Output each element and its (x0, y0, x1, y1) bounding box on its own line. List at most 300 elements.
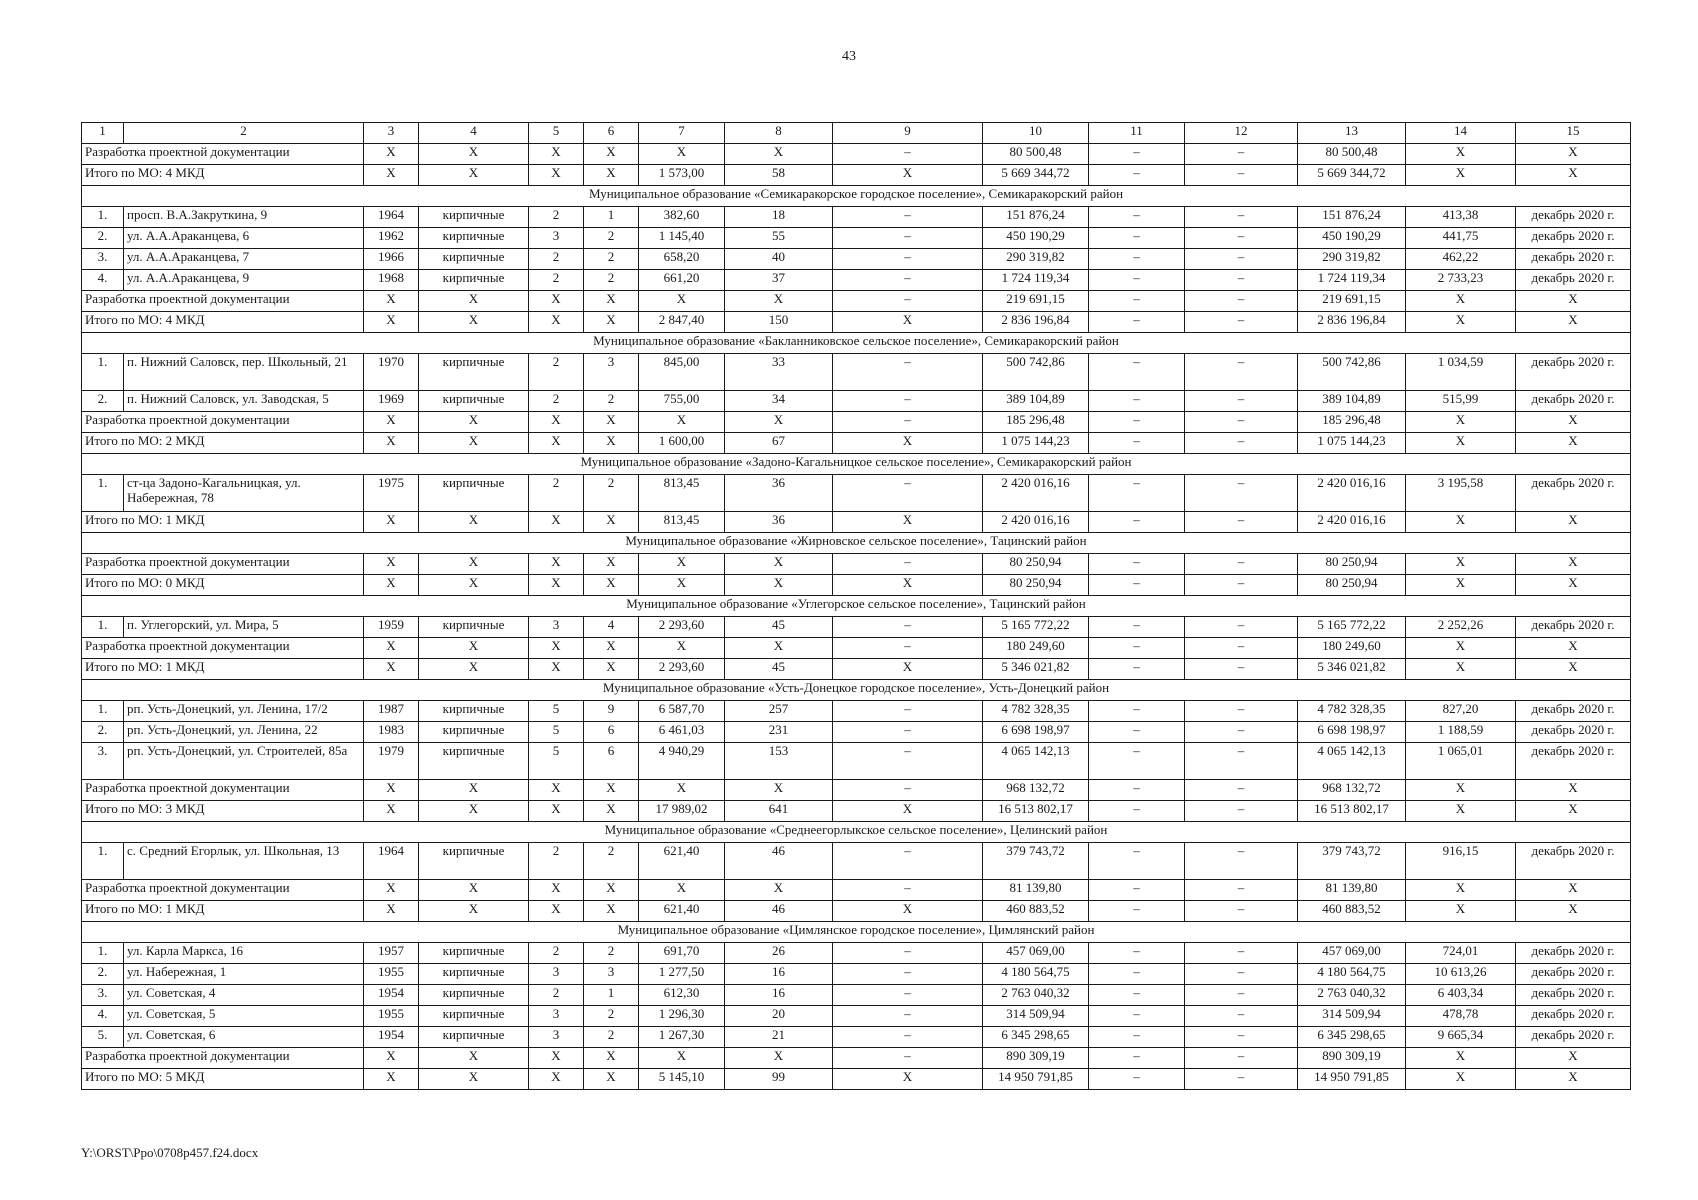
table-cell: – (833, 964, 983, 985)
table-cell: 4 180 564,75 (1298, 964, 1406, 985)
table-cell: X (364, 1069, 419, 1090)
address-cell: рп. Усть-Донецкий, ул. Ленина, 17/2 (124, 701, 364, 722)
table-cell: 457 069,00 (1298, 943, 1406, 964)
table-cell: – (1089, 228, 1185, 249)
table-cell: 5 145,10 (639, 1069, 725, 1090)
row-number-cell: 1. (82, 354, 124, 391)
table-cell: – (1089, 1027, 1185, 1048)
column-header: 5 (529, 123, 584, 144)
table-cell: 5 (529, 743, 584, 780)
table-cell: X (584, 801, 639, 822)
summary-label: Итого по МО: 4 МКД (82, 312, 364, 333)
table-cell: 441,75 (1406, 228, 1516, 249)
table-cell: 2 (584, 475, 639, 512)
table-cell: 16 (725, 985, 833, 1006)
table-cell: X (584, 165, 639, 186)
table-cell: X (529, 554, 584, 575)
table-cell: 314 509,94 (1298, 1006, 1406, 1027)
table-cell: 612,30 (639, 985, 725, 1006)
table-cell: декабрь 2020 г. (1516, 354, 1631, 391)
table-cell: 968 132,72 (1298, 780, 1406, 801)
address-cell: рп. Усть-Донецкий, ул. Строителей, 85а (124, 743, 364, 780)
table-cell: 661,20 (639, 270, 725, 291)
table-row (82, 354, 1631, 391)
summary-row (82, 291, 1631, 312)
table-cell: 290 319,82 (1298, 249, 1406, 270)
table-cell: – (833, 1006, 983, 1027)
table-cell: – (833, 554, 983, 575)
table-cell: 5 165 772,22 (1298, 617, 1406, 638)
table-cell: 2 420 016,16 (1298, 475, 1406, 512)
table-cell: X (419, 512, 529, 533)
municipality-name: Муниципальное образование «Среднеегорлыкское сельское поселение», Целинский район (82, 822, 1631, 843)
table-cell: – (833, 638, 983, 659)
table-cell: X (1516, 1048, 1631, 1069)
table-cell: 2 847,40 (639, 312, 725, 333)
table-cell: – (1185, 391, 1298, 412)
table-cell: кирпичные (419, 985, 529, 1006)
table-cell: 968 132,72 (983, 780, 1089, 801)
table-row (82, 701, 1631, 722)
table-cell: X (725, 1048, 833, 1069)
table-cell: X (364, 512, 419, 533)
table-cell: 1957 (364, 943, 419, 964)
municipality-name: Муниципальное образование «Углегорское сельское поселение», Тацинский район (82, 596, 1631, 617)
table-cell: X (1406, 575, 1516, 596)
table-cell: – (1185, 780, 1298, 801)
table-cell: 6 698 198,97 (983, 722, 1089, 743)
table-cell: X (725, 554, 833, 575)
table-cell: X (1516, 880, 1631, 901)
summary-label: Разработка проектной документации (82, 291, 364, 312)
table-cell: 813,45 (639, 512, 725, 533)
table-cell: 460 883,52 (1298, 901, 1406, 922)
table-cell: – (1185, 901, 1298, 922)
table-cell: X (364, 433, 419, 454)
table-cell: X (725, 412, 833, 433)
table-cell: X (1516, 801, 1631, 822)
table-cell: 457 069,00 (983, 943, 1089, 964)
table-cell: 5 669 344,72 (983, 165, 1089, 186)
table-cell: 5 346 021,82 (983, 659, 1089, 680)
table-cell: 5 (529, 701, 584, 722)
table-cell: 3 (584, 354, 639, 391)
summary-label: Разработка проектной документации (82, 144, 364, 165)
table-cell: 2 (529, 354, 584, 391)
table-cell: – (833, 412, 983, 433)
table-row (82, 722, 1631, 743)
column-number-row (82, 123, 1631, 144)
table-cell: – (1089, 165, 1185, 186)
table-cell: X (364, 1048, 419, 1069)
table-cell: – (1185, 880, 1298, 901)
table-cell: 1 296,30 (639, 1006, 725, 1027)
table-row (82, 1027, 1631, 1048)
table-cell: X (419, 291, 529, 312)
table-cell: – (1185, 1048, 1298, 1069)
table-row (82, 617, 1631, 638)
table-cell: 3 (529, 1006, 584, 1027)
row-number-cell: 4. (82, 270, 124, 291)
table-cell: декабрь 2020 г. (1516, 985, 1631, 1006)
column-header: 10 (983, 123, 1089, 144)
table-cell: 2 293,60 (639, 617, 725, 638)
table-cell: X (1516, 412, 1631, 433)
table-cell: X (584, 412, 639, 433)
table-cell: 6 (584, 722, 639, 743)
table-cell: X (419, 659, 529, 680)
table-cell: 80 250,94 (983, 554, 1089, 575)
table-cell: 1983 (364, 722, 419, 743)
table-cell: 26 (725, 943, 833, 964)
municipality-name: Муниципальное образование «Задоно-Кагальницкое сельское поселение», Семикаракорский район (82, 454, 1631, 475)
table-cell: 2 252,26 (1406, 617, 1516, 638)
table-cell: – (1185, 743, 1298, 780)
table-cell: X (639, 575, 725, 596)
table-cell: кирпичные (419, 964, 529, 985)
table-cell: – (1185, 638, 1298, 659)
table-cell: 5 165 772,22 (983, 617, 1089, 638)
table-cell: 3 (529, 617, 584, 638)
table-cell: 1959 (364, 617, 419, 638)
table-cell: 2 763 040,32 (1298, 985, 1406, 1006)
table-cell: 2 (584, 1027, 639, 1048)
table-cell: X (419, 433, 529, 454)
table-cell: – (833, 722, 983, 743)
summary-row (82, 144, 1631, 165)
table-cell: 3 (529, 1027, 584, 1048)
row-number-cell: 4. (82, 1006, 124, 1027)
table-cell: 2 (584, 1006, 639, 1027)
table-cell: 2 (584, 943, 639, 964)
table-cell: декабрь 2020 г. (1516, 722, 1631, 743)
table-cell: X (364, 575, 419, 596)
table-cell: X (529, 575, 584, 596)
address-cell: п. Углегорский, ул. Мира, 5 (124, 617, 364, 638)
table-cell: – (1185, 1069, 1298, 1090)
table-cell: 99 (725, 1069, 833, 1090)
table-cell: 2 (584, 391, 639, 412)
column-header: 4 (419, 123, 529, 144)
table-cell: 180 249,60 (983, 638, 1089, 659)
summary-row (82, 575, 1631, 596)
table-cell: 1970 (364, 354, 419, 391)
table-cell: 1966 (364, 249, 419, 270)
table-cell: – (1089, 475, 1185, 512)
address-cell: ул. Советская, 6 (124, 1027, 364, 1048)
table-cell: 2 420 016,16 (983, 512, 1089, 533)
table-cell: кирпичные (419, 228, 529, 249)
table-cell: 46 (725, 901, 833, 922)
row-number-cell: 3. (82, 985, 124, 1006)
table-cell: X (1516, 512, 1631, 533)
table-cell: X (639, 291, 725, 312)
table-cell: 379 743,72 (983, 843, 1089, 880)
table-cell: 36 (725, 512, 833, 533)
summary-label: Итого по МО: 0 МКД (82, 575, 364, 596)
table-cell: 1 075 144,23 (1298, 433, 1406, 454)
table-cell: – (1089, 354, 1185, 391)
table-cell: 219 691,15 (1298, 291, 1406, 312)
table-cell: 6 461,03 (639, 722, 725, 743)
table-cell: 6 587,70 (639, 701, 725, 722)
table-cell: 219 691,15 (983, 291, 1089, 312)
table-cell: 3 (584, 964, 639, 985)
table-cell: – (1185, 412, 1298, 433)
table-cell: – (1089, 901, 1185, 922)
table-cell: X (725, 880, 833, 901)
table-cell: X (639, 144, 725, 165)
summary-label: Итого по МО: 1 МКД (82, 659, 364, 680)
table-cell: – (1089, 554, 1185, 575)
address-cell: ул. А.А.Араканцева, 9 (124, 270, 364, 291)
table-cell: X (1406, 165, 1516, 186)
summary-row (82, 901, 1631, 922)
table-cell: X (584, 312, 639, 333)
table-cell: X (529, 412, 584, 433)
table-cell: 80 500,48 (1298, 144, 1406, 165)
municipality-section-row (82, 680, 1631, 701)
address-cell: рп. Усть-Донецкий, ул. Ленина, 22 (124, 722, 364, 743)
table-cell: кирпичные (419, 249, 529, 270)
table-cell: – (1185, 701, 1298, 722)
summary-row (82, 1048, 1631, 1069)
table-cell: X (529, 659, 584, 680)
table-cell: X (1406, 554, 1516, 575)
table-cell: X (833, 575, 983, 596)
table-cell: X (1516, 1069, 1631, 1090)
address-cell: с. Средний Егорлык, ул. Школьная, 13 (124, 843, 364, 880)
table-cell: X (725, 575, 833, 596)
table-cell: 45 (725, 659, 833, 680)
table-cell: X (639, 1048, 725, 1069)
table-cell: 1969 (364, 391, 419, 412)
row-number-cell: 1. (82, 475, 124, 512)
table-cell: X (1406, 291, 1516, 312)
table-cell: – (1089, 291, 1185, 312)
table-cell: X (833, 512, 983, 533)
table-cell: 16 (725, 964, 833, 985)
table-cell: X (584, 433, 639, 454)
table-cell: 621,40 (639, 843, 725, 880)
page-number: 43 (842, 49, 856, 64)
table-cell: – (833, 843, 983, 880)
table-cell: – (833, 270, 983, 291)
table-cell: 916,15 (1406, 843, 1516, 880)
table-cell: X (364, 144, 419, 165)
table-cell: 450 190,29 (1298, 228, 1406, 249)
table-cell: X (529, 638, 584, 659)
table-cell: – (1089, 1069, 1185, 1090)
column-header: 9 (833, 123, 983, 144)
column-header: 11 (1089, 123, 1185, 144)
summary-row (82, 512, 1631, 533)
table-cell: X (1406, 638, 1516, 659)
table-cell: 151 876,24 (1298, 207, 1406, 228)
table-cell: X (529, 1048, 584, 1069)
municipality-name: Муниципальное образование «Жирновское сельское поселение», Тацинский район (82, 533, 1631, 554)
table-cell: 67 (725, 433, 833, 454)
table-cell: 2 (584, 270, 639, 291)
table-cell: X (639, 638, 725, 659)
table-cell: 314 509,94 (983, 1006, 1089, 1027)
table-cell: – (833, 1027, 983, 1048)
table-cell: – (1089, 312, 1185, 333)
table-cell: – (1185, 617, 1298, 638)
table-cell: – (833, 985, 983, 1006)
table-cell: декабрь 2020 г. (1516, 1027, 1631, 1048)
table-cell: кирпичные (419, 743, 529, 780)
table-cell: – (1089, 843, 1185, 880)
row-number-cell: 3. (82, 249, 124, 270)
table-cell: – (1185, 1006, 1298, 1027)
municipality-section-row (82, 822, 1631, 843)
summary-row (82, 659, 1631, 680)
address-cell: ст-ца Задоно-Кагальницкая, ул. Набережная, 78 (124, 475, 364, 512)
table-cell: X (529, 144, 584, 165)
summary-label: Разработка проектной документации (82, 638, 364, 659)
table-cell: X (364, 801, 419, 822)
table-cell: – (1089, 144, 1185, 165)
table-cell: кирпичные (419, 701, 529, 722)
municipality-section-row (82, 533, 1631, 554)
table-cell: 890 309,19 (983, 1048, 1089, 1069)
table-cell: X (833, 165, 983, 186)
table-cell: 1 188,59 (1406, 722, 1516, 743)
municipality-name: Муниципальное образование «Усть-Донецкое городское поселение», Усть-Донецкий район (82, 680, 1631, 701)
table-cell: 500 742,86 (1298, 354, 1406, 391)
table-cell: X (1406, 1048, 1516, 1069)
table-cell: X (364, 901, 419, 922)
table-cell: 5 (529, 722, 584, 743)
table-cell: – (1089, 701, 1185, 722)
table-cell: 6 (584, 743, 639, 780)
table-cell: – (1185, 985, 1298, 1006)
table-cell: X (584, 638, 639, 659)
table-cell: 1962 (364, 228, 419, 249)
summary-row (82, 801, 1631, 822)
table-cell: 4 065 142,13 (1298, 743, 1406, 780)
table-cell: 691,70 (639, 943, 725, 964)
table-cell: X (419, 638, 529, 659)
table-cell: X (364, 780, 419, 801)
table-cell: – (1185, 249, 1298, 270)
table-cell: 33 (725, 354, 833, 391)
table-cell: – (1089, 412, 1185, 433)
row-number-cell: 2. (82, 722, 124, 743)
table-cell: кирпичные (419, 722, 529, 743)
table-cell: 4 782 328,35 (1298, 701, 1406, 722)
table-cell: 16 513 802,17 (983, 801, 1089, 822)
table-cell: X (725, 144, 833, 165)
housing-repair-table (81, 122, 1631, 1090)
summary-row (82, 880, 1631, 901)
table-cell: X (584, 780, 639, 801)
column-header: 14 (1406, 123, 1516, 144)
table-cell: 515,99 (1406, 391, 1516, 412)
table-cell: – (833, 943, 983, 964)
column-header: 2 (124, 123, 364, 144)
table-cell: – (1089, 270, 1185, 291)
table-cell: 890 309,19 (1298, 1048, 1406, 1069)
table-cell: X (725, 780, 833, 801)
table-body (82, 123, 1631, 1090)
table-cell: 18 (725, 207, 833, 228)
summary-label: Разработка проектной документации (82, 412, 364, 433)
table-cell: декабрь 2020 г. (1516, 391, 1631, 412)
table-cell: кирпичные (419, 270, 529, 291)
table-cell: 20 (725, 1006, 833, 1027)
table-cell: 2 (529, 943, 584, 964)
table-cell: – (833, 391, 983, 412)
table-cell: X (1516, 554, 1631, 575)
table-cell: 755,00 (639, 391, 725, 412)
table-cell: – (833, 291, 983, 312)
table-cell: X (584, 575, 639, 596)
table-cell: 2 (529, 391, 584, 412)
table-cell: 813,45 (639, 475, 725, 512)
table-cell: 724,01 (1406, 943, 1516, 964)
row-number-cell: 2. (82, 228, 124, 249)
municipality-section-row (82, 454, 1631, 475)
table-cell: – (1089, 722, 1185, 743)
table-cell: X (584, 901, 639, 922)
table-cell: кирпичные (419, 391, 529, 412)
table-cell: – (1185, 475, 1298, 512)
row-number-cell: 1. (82, 701, 124, 722)
table-cell: – (833, 780, 983, 801)
table-cell: X (529, 1069, 584, 1090)
table-cell: X (529, 512, 584, 533)
table-cell: – (1089, 575, 1185, 596)
table-cell: – (833, 617, 983, 638)
column-header: 1 (82, 123, 124, 144)
table-cell: 36 (725, 475, 833, 512)
municipality-name: Муниципальное образование «Семикаракорское городское поселение», Семикаракорский район (82, 186, 1631, 207)
table-cell: декабрь 2020 г. (1516, 743, 1631, 780)
table-cell: 180 249,60 (1298, 638, 1406, 659)
table-row (82, 228, 1631, 249)
table-cell: – (1089, 512, 1185, 533)
table-cell: X (529, 312, 584, 333)
table-cell: 389 104,89 (1298, 391, 1406, 412)
table-cell: 2 (584, 228, 639, 249)
table-cell: X (584, 880, 639, 901)
table-cell: X (364, 880, 419, 901)
table-cell: кирпичные (419, 1006, 529, 1027)
table-cell: 81 139,80 (1298, 880, 1406, 901)
table-cell: – (833, 743, 983, 780)
table-cell: – (1089, 659, 1185, 680)
table-cell: кирпичные (419, 354, 529, 391)
table-cell: X (833, 901, 983, 922)
table-cell: 1 267,30 (639, 1027, 725, 1048)
table-cell: 2 (529, 249, 584, 270)
summary-row (82, 433, 1631, 454)
table-cell: декабрь 2020 г. (1516, 1006, 1631, 1027)
table-cell: – (833, 207, 983, 228)
table-cell: – (1089, 985, 1185, 1006)
table-cell: X (364, 554, 419, 575)
table-cell: 1 075 144,23 (983, 433, 1089, 454)
table-cell: X (364, 312, 419, 333)
table-cell: 151 876,24 (983, 207, 1089, 228)
table-cell: 827,20 (1406, 701, 1516, 722)
table-cell: – (1089, 433, 1185, 454)
table-cell: – (1089, 638, 1185, 659)
table-cell: X (364, 412, 419, 433)
table-cell: 1 034,59 (1406, 354, 1516, 391)
